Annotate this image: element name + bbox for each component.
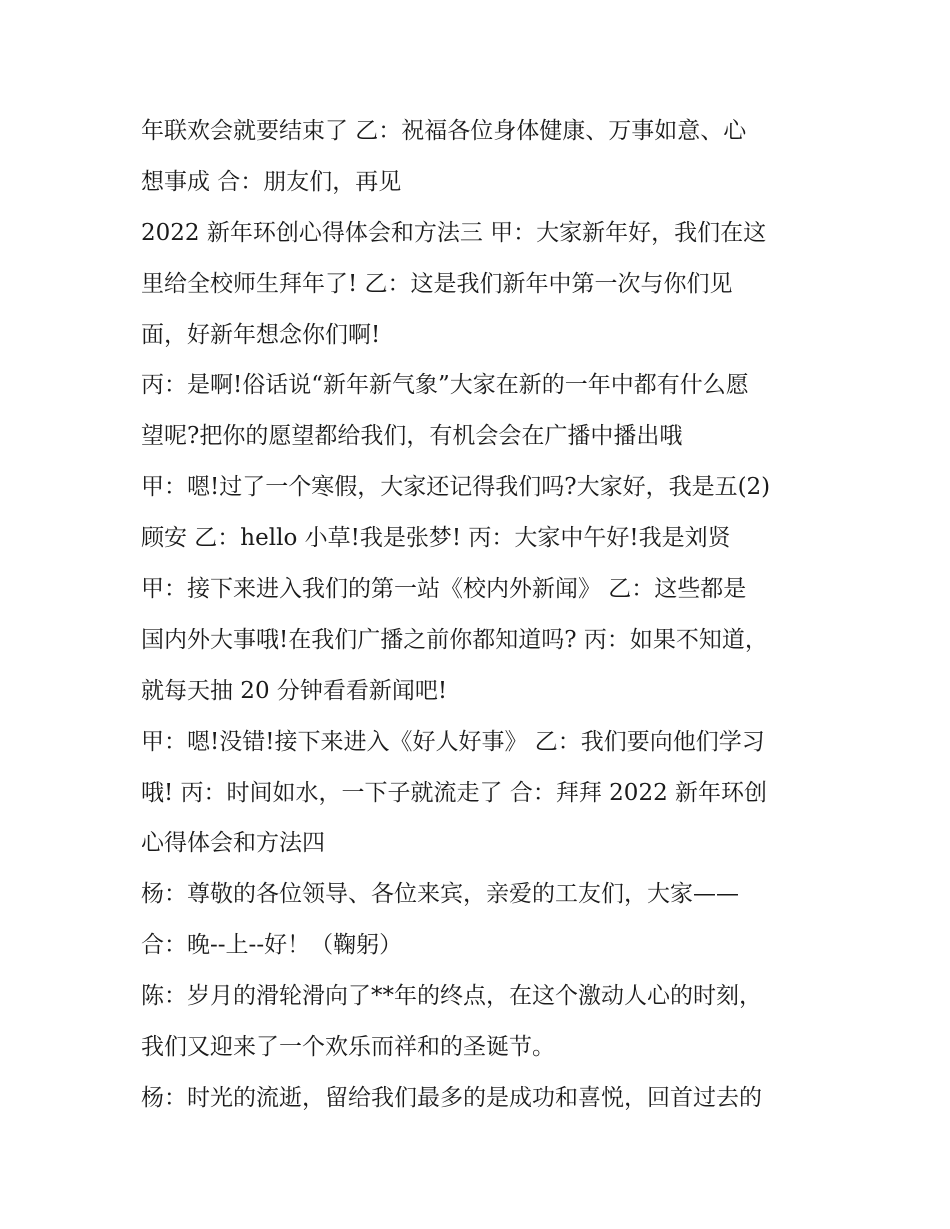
text-line-14: 哦! 丙：时间如水，一下子就流走了 合：拜拜 2022 新年环创: [141, 779, 768, 806]
document-body: [141, 106, 831, 1124]
text-line-10: 甲：接下来进入我们的第一站《校内外新闻》 乙：这些都是: [141, 576, 747, 603]
text-line-3: 2022 新年环创心得体会和方法三 甲：大家新年好，我们在这: [141, 219, 767, 246]
text-line-13: 甲：嗯!没错!接下来进入《好人好事》 乙：我们要向他们学习: [141, 728, 765, 755]
text-line-11: 国内外大事哦!在我们广播之前你都知道吗? 丙：如果不知道，: [141, 626, 768, 653]
text-line-5: 面，好新年想念你们啊!: [141, 321, 381, 348]
text-line-16: 杨：尊敬的各位领导、各位来宾，亲爱的工友们，大家——: [141, 881, 739, 908]
text-line-7: 望呢?把你的愿望都给我们，有机会会在广播中播出哦: [141, 423, 683, 450]
text-line-2: 想事成 合：朋友们，再见: [141, 168, 402, 195]
text-line-12: 就每天抽 20 分钟看看新闻吧!: [141, 677, 448, 704]
text-line-4: 里给全校师生拜年了! 乙：这是我们新年中第一次与你们见: [141, 270, 733, 297]
text-line-9: 顾安 乙：hello 小草!我是张梦! 丙：大家中午好!我是刘贤: [141, 525, 731, 552]
text-line-6: 丙：是啊!俗话说“新年新气象”大家在新的一年中都有什么愿: [141, 372, 749, 399]
text-line-8: 甲：嗯!过了一个寒假，大家还记得我们吗?大家好，我是五(2): [141, 474, 771, 501]
text-line-19: 我们又迎来了一个欢乐而祥和的圣诞节。: [141, 1034, 555, 1061]
text-line-1: 年联欢会就要结束了 乙：祝福各位身体健康、万事如意、心: [141, 118, 747, 144]
text-line-17: 合：晚--上--好！（鞠躬）: [141, 932, 403, 959]
text-line-18: 陈：岁月的滑轮滑向了**年的终点，在这个激动人心的时刻，: [141, 983, 762, 1010]
text-line-15: 心得体会和方法四: [141, 830, 325, 857]
text-line-20: 杨：时光的流逝，留给我们最多的是成功和喜悦，回首过去的: [141, 1084, 762, 1111]
